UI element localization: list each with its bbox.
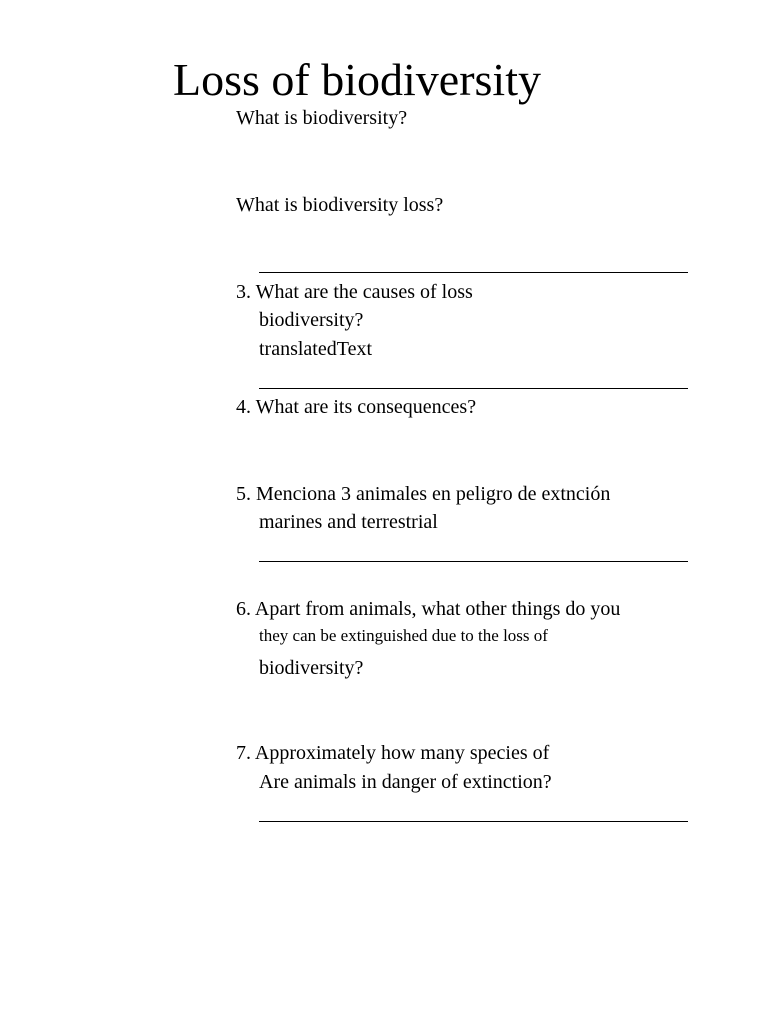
question-4: 4. What are its consequences? bbox=[236, 396, 477, 418]
question-7-line-1: 7. Approximately how many species of bbox=[236, 742, 550, 764]
question-6-line-1: 6. Apart from animals, what other things do you bbox=[236, 598, 621, 620]
question-6-line-2: they can be extinguished due to the loss of bbox=[259, 626, 548, 645]
question-3-line-1: 3. What are the causes of loss bbox=[236, 281, 473, 303]
answer-line-3 bbox=[259, 388, 688, 389]
page-title: Loss of biodiversity bbox=[173, 54, 541, 105]
answer-line-2 bbox=[259, 272, 688, 273]
answer-line-5 bbox=[259, 561, 688, 562]
question-5-line-1: 5. Menciona 3 animales en peligro de extnción bbox=[236, 483, 611, 505]
question-7-line-2: Are animals in danger of extinction? bbox=[259, 771, 552, 793]
question-1: What is biodiversity? bbox=[236, 107, 408, 129]
question-5-line-2: marines and terrestrial bbox=[259, 511, 438, 533]
question-3-line-2: biodiversity? bbox=[259, 309, 364, 331]
question-6-line-3: biodiversity? bbox=[259, 657, 364, 679]
answer-line-7 bbox=[259, 821, 688, 822]
question-3-line-3: translatedText bbox=[259, 338, 372, 360]
question-2: What is biodiversity loss? bbox=[236, 194, 444, 216]
